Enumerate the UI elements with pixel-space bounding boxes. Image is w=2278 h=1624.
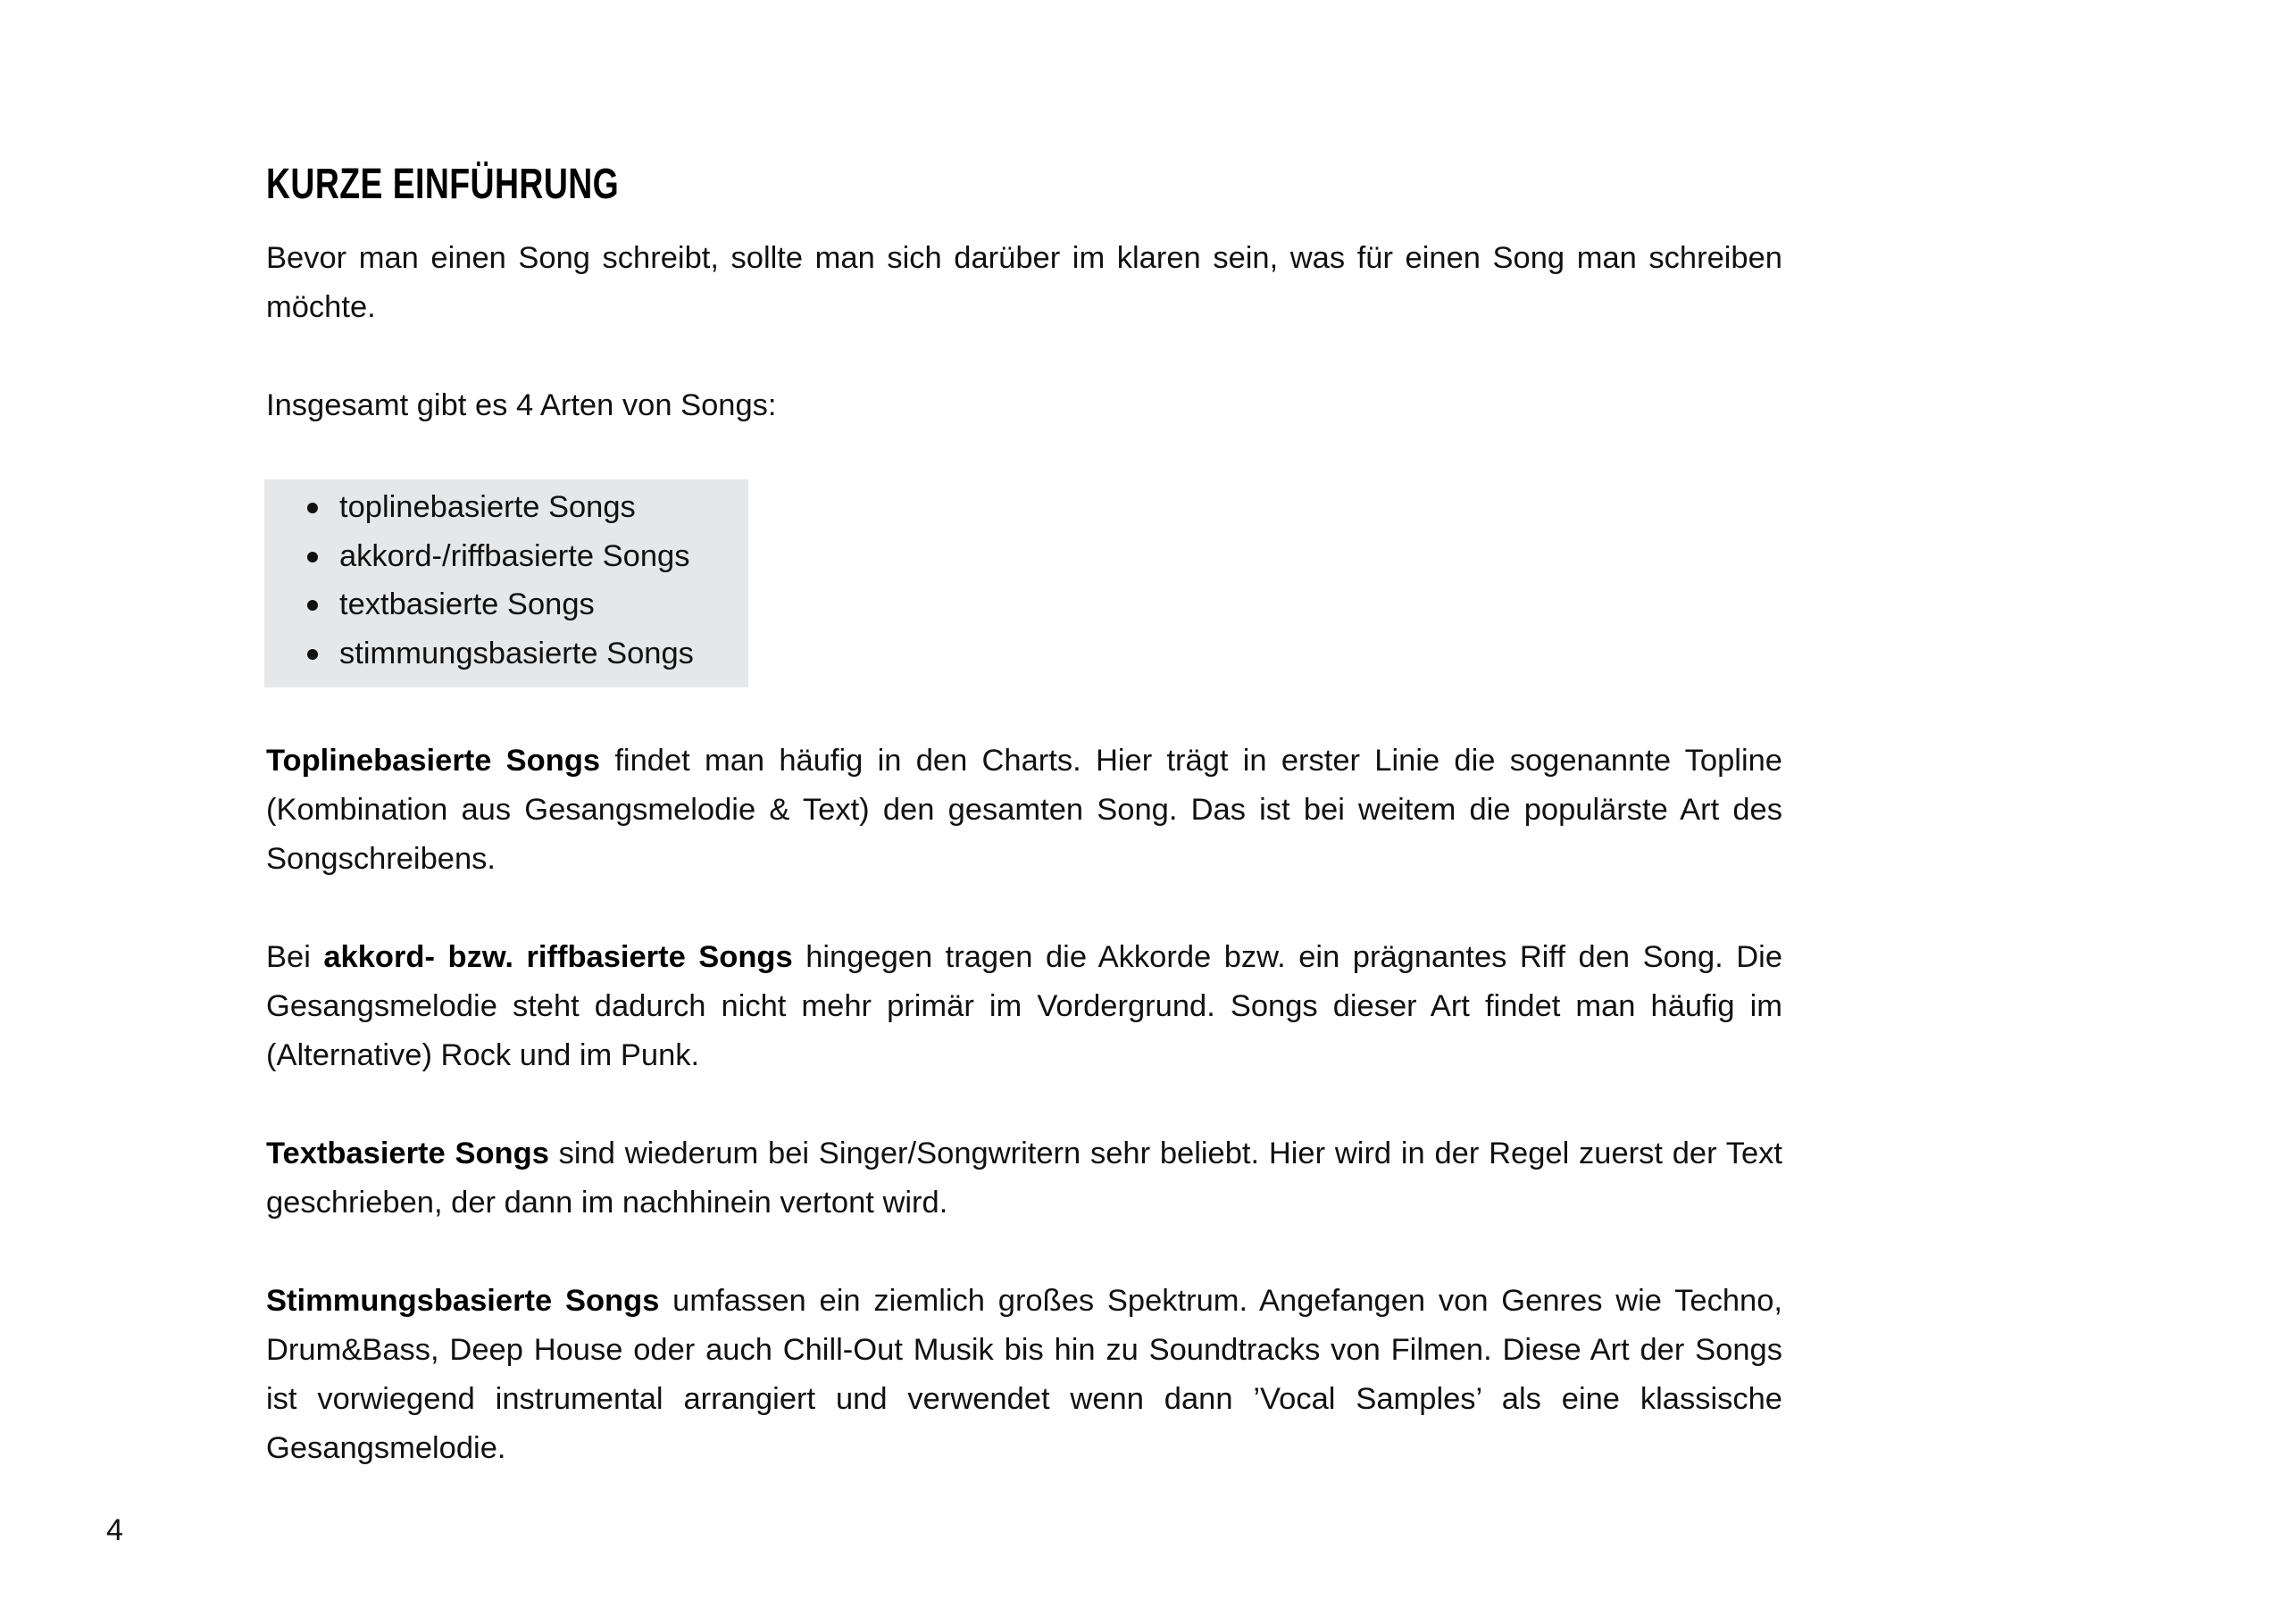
paragraph-term: Stimmungsbasierte Songs bbox=[266, 1284, 660, 1318]
song-types-box bbox=[264, 479, 748, 687]
paragraph-term: akkord- bzw. riffbasierte Songs bbox=[323, 940, 793, 974]
paragraph-text: umfassen ein ziemlich großes Spektrum. Angefangen von Genres wie Techno, Drum&Bass, Deep House oder auch Chill-Out Musik bis hin zu Soundtracks von Filmen. Diese Art der Songs ist vorwiegend instrumental arrangiert und verwendet wenn dann ’Vocal Samples’ als eine klassische Gesangsmelodie. bbox=[266, 1284, 1782, 1465]
list-item bbox=[307, 532, 748, 581]
paragraph-text: hingegen tragen die Akkorde bzw. ein prägnantes Riff den Song. Die Gesangsmelodie steht dadurch nicht mehr primär im Vordergrund. Songs dieser Art findet man häufig im (Alternative) Rock und im Punk. bbox=[266, 940, 1783, 1072]
song-types-list bbox=[264, 483, 748, 678]
list-item bbox=[307, 483, 748, 532]
paragraph-text-based bbox=[266, 1129, 1782, 1228]
paragraph-term: Textbasierte Songs bbox=[266, 1137, 549, 1170]
list-item-label: akkord-/riffbasierte Songs bbox=[339, 538, 690, 573]
bullet-icon bbox=[307, 600, 318, 611]
page-number: 4 bbox=[106, 1513, 123, 1547]
body-text bbox=[266, 234, 1782, 1522]
paragraph-lead: Bei bbox=[266, 940, 324, 974]
paragraph-akkord bbox=[266, 933, 1782, 1080]
paragraph-mood bbox=[266, 1277, 1782, 1473]
paragraph-term: Toplinebasierte Songs bbox=[266, 744, 601, 778]
bullet-icon bbox=[307, 649, 318, 660]
list-item bbox=[307, 629, 748, 679]
list-item-label: stimmungsbasierte Songs bbox=[339, 636, 694, 670]
list-item-label: textbasierte Songs bbox=[339, 587, 595, 621]
list-item bbox=[307, 580, 748, 629]
bullet-icon bbox=[307, 503, 318, 513]
list-item-label: toplinebasierte Songs bbox=[339, 490, 636, 524]
paragraph-topline bbox=[266, 737, 1782, 884]
paragraph-text: sind wiederum bei Singer/Songwritern sehr beliebt. Hier wird in der Regel zuerst der Text geschrieben, der dann im nachhinein vertont wird. bbox=[266, 1137, 1782, 1220]
bullet-icon bbox=[307, 552, 318, 562]
paragraph-text: findet man häufig in den Charts. Hier trägt in erster Linie die sogenannte Topline (Kombination aus Gesangsmelodie & Text) den gesamten Song. Das ist bei weitem die populärste Art des Songschreibens. bbox=[266, 744, 1782, 876]
types-intro: Insgesamt gibt es 4 Arten von Songs: bbox=[266, 388, 777, 422]
page-heading: KURZE EINFÜHRUNG bbox=[266, 161, 620, 208]
intro-paragraph: Bevor man einen Song schreibt, sollte man sich darüber im klaren sein, was für einen Song man schreiben möchte. bbox=[266, 241, 1782, 324]
